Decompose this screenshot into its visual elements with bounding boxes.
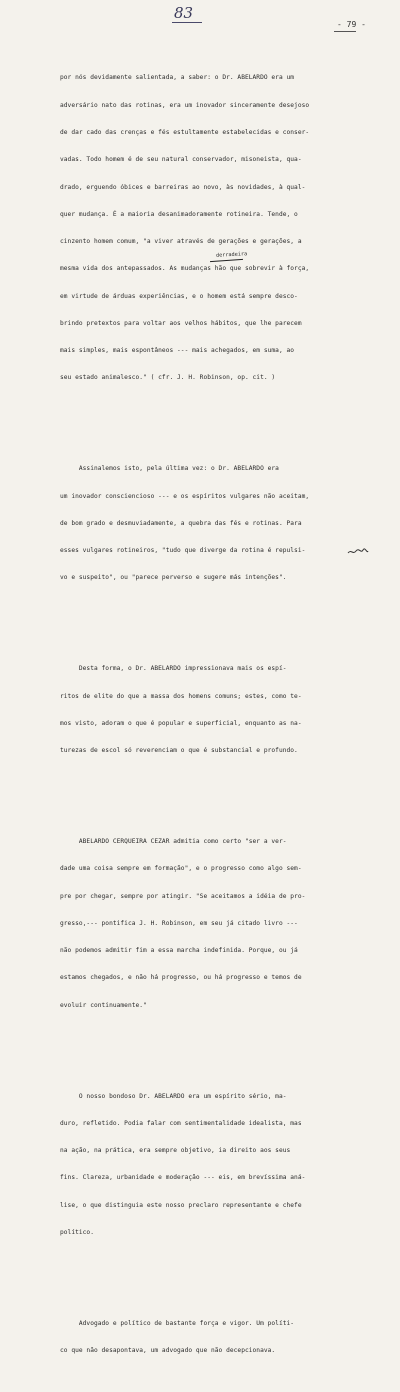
text-line: turezas de escol só reverenciam o que é substancial e profundo. — [60, 747, 298, 755]
text-line: lise, o que distinguia este nosso preclaro representante e chefe — [60, 1201, 302, 1209]
text-line: estamos chegados, e não há progresso, ou há progresso e temos de — [60, 974, 302, 982]
page-number-underline — [334, 31, 356, 32]
text-line: mesma vida dos antepassados. As mudanças hão que sobrevir à força, — [60, 265, 310, 273]
handwritten-insertion: derradeira — [215, 251, 248, 259]
paragraph-5 — [60, 1073, 380, 1255]
handwritten-scribble-mark — [347, 548, 369, 556]
text-line: ABELARDO CERQUEIRA CEZAR admitia como certo "ser a ver- — [60, 837, 287, 845]
body-text — [60, 37, 380, 1392]
paragraph-6 — [60, 1301, 380, 1374]
text-line: gresso,--- pontifica J. H. Robinson, em seu já citado livro --- — [60, 919, 298, 927]
paragraph-1 — [60, 55, 380, 401]
text-line: de bom grado e desmuviadamente, a quebra das fés e rotinas. Para — [60, 519, 302, 527]
handwritten-number-underline — [172, 22, 202, 23]
text-line: Advogado e político de bastante força e vigor. Um políti- — [60, 1319, 295, 1327]
text-line: por nós devidamente salientada, a saber: o Dr. ABELARDO era um — [60, 74, 295, 82]
text-line: mos visto, adoram o que é popular e superficial, enquanto as na- — [60, 719, 302, 727]
text-line: em virtude de árduas experiências, e o homem está sempre desco- — [60, 292, 298, 300]
text-line: Assinalemos isto, pela última vez: o Dr. ABELARDO era — [60, 465, 279, 473]
handwritten-page-number: 83 — [174, 4, 194, 22]
text-line: O nosso bondoso Dr. ABELARDO era um espírito sério, ma- — [60, 1092, 287, 1100]
text-line: vadas. Todo homem é de seu natural conservador, misoneista, qua- — [60, 156, 302, 164]
text-line: seu estado animalesco." ( cfr. J. H. Robinson, op. cit. ) — [60, 374, 276, 382]
text-line: vo e suspeito", ou "parece perverso e sugere más intenções". — [60, 574, 287, 582]
text-line: pre por chegar, sempre por atingir. "Se aceitamos a idéia de pro- — [60, 892, 306, 900]
text-line: evoluir continuamente." — [60, 1001, 147, 1009]
text-line: não podemos admitir fim a essa marcha indefinida. Porque, ou já — [60, 947, 298, 955]
typed-page-number: - 79 - — [337, 20, 366, 29]
text-line: um inovador consciencioso --- e os espíritos vulgares não aceitam, — [60, 492, 310, 500]
text-line: drado, erguendo óbices e barreiras ao novo, às novidades, à qual- — [60, 183, 306, 191]
paragraph-2 — [60, 446, 380, 601]
text-line: duro, refletido. Podia falar com sentimentalidade idealista, mas — [60, 1119, 302, 1127]
text-line: co que não desapontava, um advogado que não decepcionava. — [60, 1347, 276, 1355]
paragraph-3 — [60, 646, 380, 773]
text-line: político. — [60, 1228, 94, 1236]
text-line: adversário nato das rotinas, era um inovador sinceramente desejoso — [60, 101, 310, 109]
text-line: cinzento homem comum, "a viver através de gerações e gerações, a — [60, 238, 302, 246]
text-line: ritos de elite do que a massa dos homens comuns; estes, como te- — [60, 692, 302, 700]
text-line: na ação, na prática, era sempre objetivo, ia direito aos seus — [60, 1147, 291, 1155]
paragraph-4 — [60, 819, 380, 1028]
text-line: fins. Clareza, urbanidade e moderação --- eis, em brevíssima aná- — [60, 1174, 306, 1182]
text-line: quer mudança. É a maioria desanimadoramente rotineira. Tende, o — [60, 210, 298, 218]
text-line: de dar cado das crenças e fés estultamente estabelecidas e conser- — [60, 128, 310, 136]
text-line: brindo pretextos para voltar aos velhos hábitos, que lhe parecem — [60, 319, 302, 327]
text-line: Desta forma, o Dr. ABELARDO impressionava mais os espí- — [60, 665, 287, 673]
text-line: mais simples, mais espontâneos --- mais achegados, em suma, ao — [60, 347, 295, 355]
text-line: esses vulgares rotineiros, "tudo que diverge da rotina é repulsi- — [60, 547, 306, 555]
text-line: dade uma coisa sempre em formação", e o progresso como algo sem- — [60, 865, 302, 873]
